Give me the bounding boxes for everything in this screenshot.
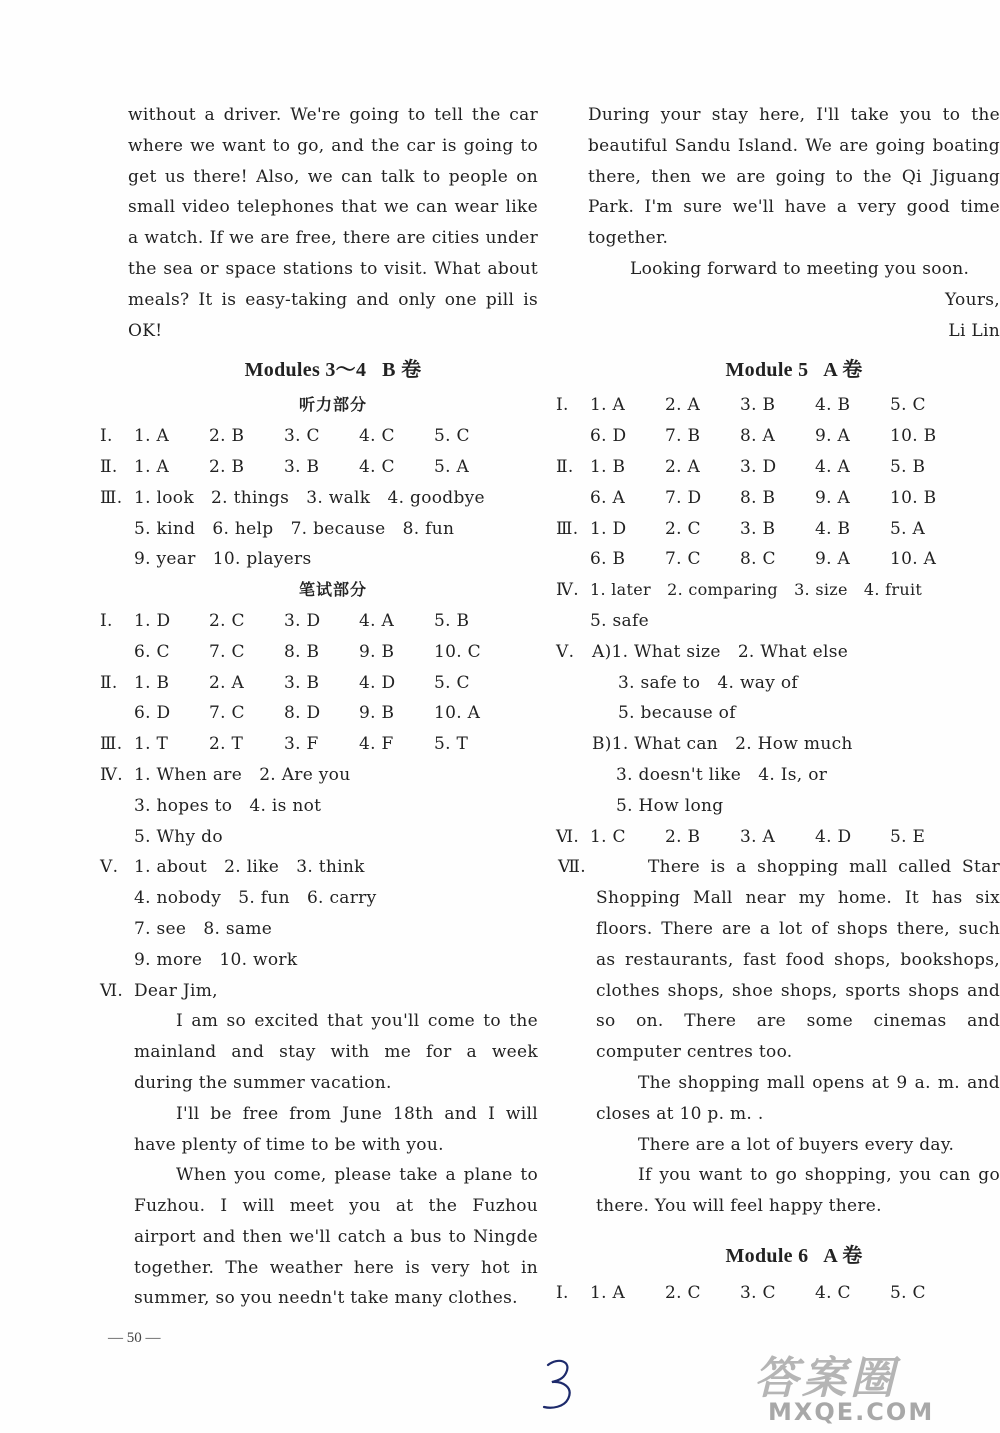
answer: 6. B: [590, 549, 626, 570]
answer: 3. C: [284, 426, 320, 447]
answer: 2. A: [665, 456, 701, 477]
answer-row: [556, 390, 1000, 421]
answer: 5. B: [434, 610, 470, 631]
watermark: [748, 1342, 1000, 1433]
answer-row: [100, 421, 538, 452]
answer-line: 5. kind 6. help 7. because 8. fun: [134, 518, 455, 539]
section-number: Ⅲ.: [556, 518, 579, 539]
answer-line: 4. nobody 5. fun 6. carry: [134, 888, 377, 909]
answer: 6. A: [590, 487, 626, 508]
answer: 6. D: [590, 426, 627, 447]
answer: 8. D: [284, 703, 321, 724]
answer: 2. C: [665, 1282, 701, 1303]
section-number: Ⅵ.: [556, 826, 580, 847]
answer: 5. E: [890, 826, 926, 847]
modules-3-4-heading: Modules 3～4 B 卷: [244, 359, 422, 382]
answer: 4. A: [815, 456, 851, 477]
answer: 5. C: [434, 426, 470, 447]
answer: 2. B: [665, 826, 701, 847]
answer: 7. D: [665, 487, 702, 508]
section-number: Ⅴ.: [556, 641, 575, 662]
answer: 9. A: [815, 487, 851, 508]
answer: 3. D: [740, 456, 777, 477]
answer-line: B)1. What can 2. How much: [592, 734, 853, 755]
answer-row: [100, 760, 538, 791]
left-column: [100, 100, 538, 1314]
answer-row: [556, 637, 1000, 668]
answer-row: [100, 729, 538, 760]
answer: 2. T: [209, 734, 244, 755]
answer: 7. C: [665, 549, 701, 570]
section-number: Ⅰ.: [556, 1282, 569, 1303]
section-number: Ⅱ.: [100, 456, 118, 477]
letter-body: [128, 1006, 538, 1314]
letter-greeting: Dear Jim,: [134, 980, 218, 1001]
answer: 4. B: [815, 518, 851, 539]
answer: 3. B: [284, 672, 320, 693]
answer: 4. F: [359, 734, 394, 755]
answer: 9. A: [815, 549, 851, 570]
answer: 1. B: [590, 456, 626, 477]
answer-row: [556, 452, 1000, 483]
section-number: Ⅱ.: [100, 672, 118, 693]
answer: 4. C: [359, 456, 395, 477]
answer: 6. C: [134, 641, 170, 662]
answer-row: [556, 1278, 1000, 1309]
answer: 1. D: [134, 610, 171, 631]
letter-continued: During your stay here, I'll take you to the beautiful Sandu Island. We are going boating there, then we are going to the Qi Jiguang Park. I'm sure we'll have a very good time together.: [588, 105, 1000, 249]
section-number: Ⅰ.: [556, 395, 569, 416]
right-column: [556, 100, 1000, 1309]
answer: 5. T: [434, 734, 469, 755]
answer: 4. D: [359, 672, 396, 693]
answer: 1. D: [590, 518, 627, 539]
answer-line: 3. doesn't like 4. Is, or: [616, 764, 828, 785]
section-number: Ⅰ.: [100, 426, 113, 447]
watermark-url: MXQE.COM: [768, 1398, 935, 1426]
section-number: Ⅰ.: [100, 610, 113, 631]
answer: 2. B: [209, 426, 245, 447]
composition-paragraph: The shopping mall opens at 9 a. m. and closes at 10 p. m. .: [596, 1072, 1000, 1124]
letter-yours: Yours,: [945, 289, 1000, 310]
answer-line: 5. Why do: [134, 826, 223, 847]
answer-line: 3. hopes to 4. is not: [134, 795, 322, 816]
answer: 2. A: [665, 395, 701, 416]
answer-row: [134, 698, 538, 729]
answer-row: [100, 852, 538, 883]
answer: 3. B: [740, 518, 776, 539]
answer: 5. C: [890, 1282, 926, 1303]
answer-line: 5. safe: [590, 610, 649, 631]
answer: 5. A: [434, 456, 470, 477]
answer: 10. A: [890, 549, 937, 570]
answer: 8. B: [740, 487, 776, 508]
answer: 5. C: [890, 395, 926, 416]
intro-paragraph: without a driver. We're going to tell the car where we want to go, and the car is going to get us there! Also, we can talk to people on small video telephones that we can wear like a watch. If we are free, there are cities under the sea or space stations to visit. What about meals? It is easy-taking and only one pill is OK!: [128, 105, 538, 341]
module-6-heading: Module 6 A 卷: [725, 1244, 863, 1267]
answer-row: [590, 483, 1000, 514]
answer: 1. A: [134, 426, 170, 447]
answer: 10. B: [890, 487, 937, 508]
answer-line: 5. How long: [616, 795, 724, 816]
answer-row: [556, 822, 1000, 853]
composition-paragraph: There is a shopping mall called Star Shopping Mall near my home. It has six floors. There are a lot of shops there, such as restaurants, fast food shops, bookshops, clothes shops, shoe shops, sports shops and so on. There are some cinemas and computer centres too.: [596, 857, 1000, 1063]
answer: 4. B: [815, 395, 851, 416]
answer: 2. A: [209, 672, 245, 693]
answer: 7. B: [665, 426, 701, 447]
answer: 5. C: [434, 672, 470, 693]
answer-line: 1. about 2. like 3. think: [134, 857, 365, 878]
answer-row: [556, 575, 1000, 606]
answer: 7. C: [209, 703, 245, 724]
answer: 2. C: [209, 610, 245, 631]
answer: 4. C: [815, 1282, 851, 1303]
handwritten-mark: [540, 1355, 580, 1415]
answer: 5. A: [890, 518, 926, 539]
answer: 8. A: [740, 426, 776, 447]
page-number: — 50 —: [108, 1330, 161, 1346]
answer-row: [100, 483, 538, 514]
answer: 3. C: [740, 1282, 776, 1303]
answer: 10. C: [434, 641, 481, 662]
watermark-logo: 答案圈: [754, 1353, 898, 1404]
answer-row: [556, 514, 1000, 545]
letter-paragraph: When you come, please take a plane to Fuzhou. I will meet you at the Fuzhou airport and then we'll catch a bus to Ningde together. The weather here is very hot in summer, so you needn't take many clothes.: [134, 1165, 538, 1309]
answer: 9. B: [359, 703, 395, 724]
section-number: Ⅲ.: [100, 734, 123, 755]
section-number: Ⅵ.: [100, 980, 124, 1001]
answer: 2. B: [209, 456, 245, 477]
composition-paragraph: If you want to go shopping, you can go there. You will feel happy there.: [596, 1165, 1000, 1217]
answer: 2. C: [665, 518, 701, 539]
answer: 8. C: [740, 549, 776, 570]
answer: 3. B: [740, 395, 776, 416]
closing-line: Looking forward to meeting you soon.: [630, 258, 970, 279]
section-number: Ⅳ.: [556, 580, 579, 601]
section-number: Ⅴ.: [100, 857, 119, 878]
answer: 3. B: [284, 456, 320, 477]
answer: 8. B: [284, 641, 320, 662]
letter-paragraph: I am so excited that you'll come to the mainland and stay with me for a week during the summer vacation.: [134, 1011, 538, 1093]
answer: 1. A: [134, 456, 170, 477]
answer-line: 1. When are 2. Are you: [134, 764, 351, 785]
written-title: 笔试部分: [298, 580, 367, 600]
answer: 1. B: [134, 672, 170, 693]
answer-row: [590, 421, 1000, 452]
section-number: Ⅲ.: [100, 487, 123, 508]
answer-row: [134, 637, 538, 668]
composition-paragraph: There are a lot of buyers every day.: [638, 1134, 955, 1155]
answer: 4. A: [359, 610, 395, 631]
answer-line: 1. look 2. things 3. walk 4. goodbye: [134, 487, 485, 508]
answer: 4. C: [359, 426, 395, 447]
letter-paragraph: I'll be free from June 18th and I will have plenty of time to be with you.: [134, 1103, 538, 1155]
answer: 1. A: [590, 1282, 626, 1303]
answer: 1. A: [590, 395, 626, 416]
answer: 1. C: [590, 826, 626, 847]
answer: 9. B: [359, 641, 395, 662]
answer-row: [100, 668, 538, 699]
composition: [558, 852, 1000, 1222]
listening-title: 听力部分: [298, 395, 367, 415]
answer: 1. T: [134, 734, 169, 755]
answer-line: 7. see 8. same: [134, 918, 273, 939]
answer: 5. B: [890, 456, 926, 477]
answer-line: 1. later 2. comparing 3. size 4. fruit: [590, 580, 923, 600]
answer: 4. D: [815, 826, 852, 847]
answer-row: [100, 976, 538, 1007]
answer-row: [590, 544, 1000, 575]
section-number: Ⅶ.: [558, 857, 586, 878]
answer-line: 5. because of: [618, 703, 736, 724]
answer-line: A)1. What size 2. What else: [592, 641, 849, 662]
answer: 10. A: [434, 703, 481, 724]
answer: 6. D: [134, 703, 171, 724]
answer: 3. F: [284, 734, 319, 755]
answer-line: 9. year 10. players: [134, 549, 312, 570]
answer: 3. A: [740, 826, 776, 847]
answer: 9. A: [815, 426, 851, 447]
section-number: Ⅱ.: [556, 456, 574, 477]
section-number: Ⅳ.: [100, 764, 123, 785]
answer-line: 9. more 10. work: [134, 949, 298, 970]
answer-line: 3. safe to 4. way of: [618, 672, 798, 693]
answer: 10. B: [890, 426, 937, 447]
answer: 3. D: [284, 610, 321, 631]
answer-row: [100, 452, 538, 483]
answer-row: [100, 606, 538, 637]
module-5-heading: Module 5 A 卷: [725, 359, 863, 382]
letter-signature: Li Lin: [948, 320, 1000, 341]
answer: 7. C: [209, 641, 245, 662]
